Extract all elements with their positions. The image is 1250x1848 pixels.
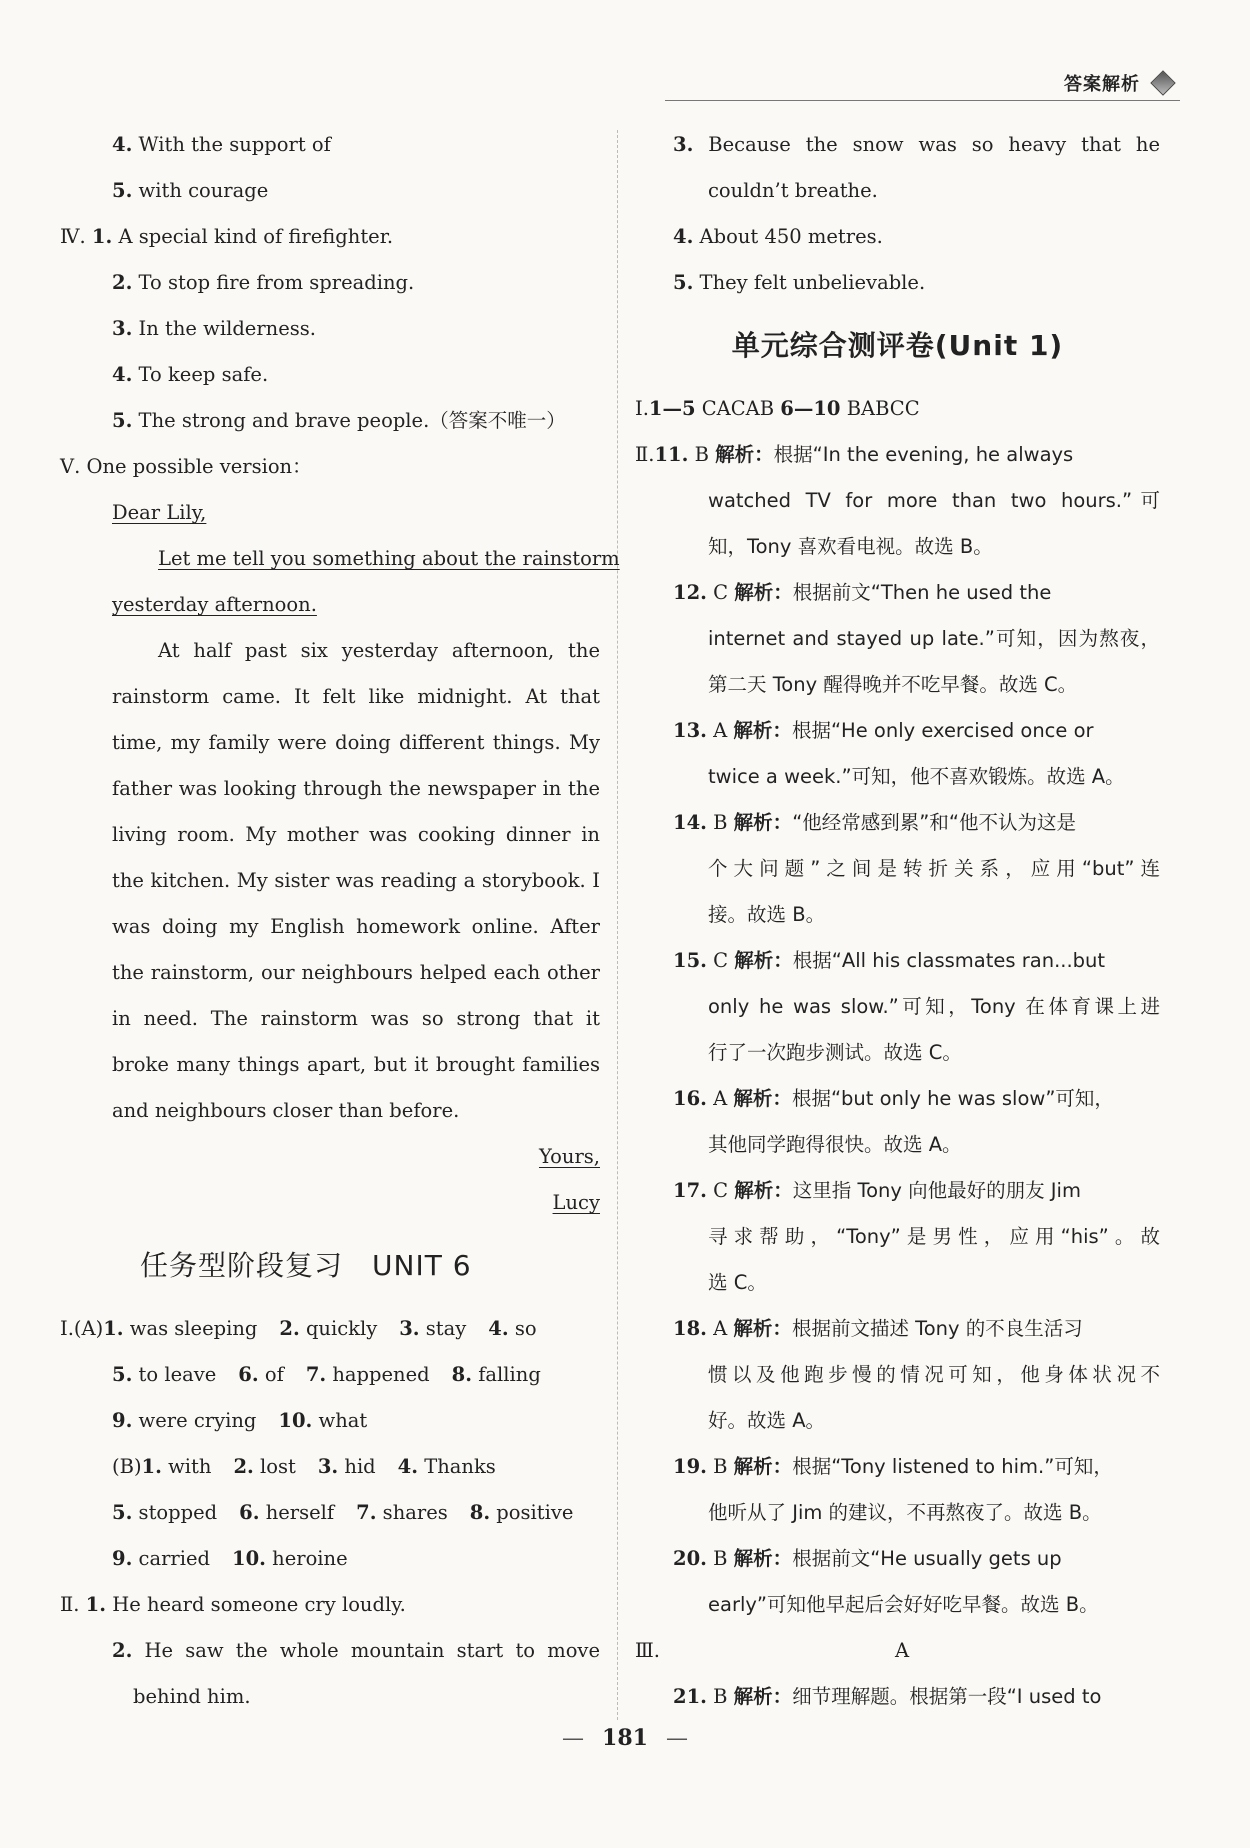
analysis-label: 解析：	[733, 1455, 793, 1478]
answer-text: with	[161, 1455, 212, 1478]
analysis-text: 这里指 Tony 向他最好的朋友 Jim	[792, 1179, 1081, 1202]
analysis-continuation: 其他同学跑得很快。故选 A。	[708, 1133, 962, 1156]
answer-choice: C	[706, 581, 735, 604]
item-number: 4.	[488, 1317, 509, 1340]
answer-line	[635, 1674, 1160, 1720]
item-number: 2.	[279, 1317, 300, 1340]
answer-text: yesterday afternoon.	[112, 593, 317, 616]
answer-text: In the wilderness.	[132, 317, 316, 340]
answer-line	[635, 1076, 1160, 1122]
answer-choice: B	[688, 443, 716, 466]
answer-line	[635, 1306, 1160, 1352]
roman-numeral: Ⅳ.	[60, 225, 86, 248]
answer-text: He saw the whole mountain start to move	[132, 1639, 600, 1662]
answer-text: and neighbours closer than before.	[112, 1099, 460, 1122]
item-number: 16.	[673, 1087, 707, 1110]
answer-line	[60, 1444, 600, 1490]
analysis-continuation: 惯以及他跑步慢的情况可知，他身体状况不	[708, 1363, 1160, 1386]
left-column	[60, 122, 620, 1720]
answer-line	[60, 536, 620, 582]
item-number: 9.	[112, 1547, 133, 1570]
analysis-continuation: 知，Tony 喜欢看电视。故选 B。	[708, 535, 993, 558]
item-number: 11.	[654, 443, 689, 466]
roman-numeral: Ⅴ.	[60, 455, 81, 478]
answer-text: hid	[338, 1455, 376, 1478]
answer-text: couldn’t breathe.	[708, 179, 878, 202]
item-number: 9.	[112, 1409, 133, 1432]
item-number: 8.	[469, 1501, 491, 1524]
item-number: 6.	[238, 1363, 259, 1386]
answer-line	[635, 122, 1160, 168]
answer-choice: B	[706, 1685, 734, 1708]
answer-line	[60, 306, 600, 352]
analysis-text: 根据“In the evening, he always	[773, 443, 1074, 466]
analysis-continuation: 接。故选 B。	[708, 903, 826, 926]
item-number: 5.	[112, 1363, 133, 1386]
answer-choice: A	[706, 1087, 734, 1110]
item-number: 10.	[278, 1409, 313, 1432]
answer-line	[60, 352, 600, 398]
analysis-continuation: only he was slow.”可知，Tony 在体育课上进	[708, 995, 1160, 1018]
answer-text: stay	[419, 1317, 467, 1340]
item-number: 14.	[673, 811, 707, 834]
item-number: 17.	[673, 1179, 707, 1202]
answer-choice: B	[706, 1547, 734, 1570]
item-number: 15.	[673, 949, 707, 972]
answer-text: About 450 metres.	[693, 225, 883, 248]
roman-numeral: Ⅰ.	[60, 1317, 74, 1340]
item-number: 19.	[673, 1455, 707, 1478]
answer-line	[635, 432, 1160, 478]
answer-text: carried	[132, 1547, 211, 1570]
answer-text: the kitchen. My sister was reading a storybook. I	[112, 869, 600, 892]
answer-line	[60, 122, 600, 168]
analysis-text: 根据“but only he was slow”可知，	[791, 1087, 1114, 1110]
item-number: 12.	[673, 581, 707, 604]
answer-choice: B	[706, 811, 734, 834]
answer-text: behind him.	[133, 1685, 251, 1708]
item-number: 8.	[451, 1363, 473, 1386]
item-number: 1.	[103, 1317, 124, 1340]
item-number: 7.	[356, 1501, 377, 1524]
analysis-label: 解析：	[734, 1179, 793, 1202]
analysis-continuation: 好。故选 A。	[708, 1409, 826, 1432]
item-number: 3.	[673, 133, 694, 156]
analysis-continuation: 行了一次跑步测试。故选 C。	[708, 1041, 962, 1064]
analysis-label: 解析：	[733, 811, 793, 834]
item-number: 21.	[673, 1685, 707, 1708]
diamond-icon	[1150, 70, 1175, 95]
answer-text: Dear Lily,	[112, 501, 207, 524]
item-number: 4.	[673, 225, 694, 248]
analysis-text: 根据前文“Then he used the	[792, 581, 1052, 604]
analysis-label: 解析：	[734, 581, 793, 604]
page-number-value: 181	[602, 1725, 648, 1751]
answer-text: what	[312, 1409, 368, 1432]
item-number: 4.	[397, 1455, 419, 1478]
answer-text: time, my family were doing different things. My	[112, 731, 600, 754]
answer-line	[60, 628, 600, 674]
answer-text: positive	[490, 1501, 574, 1524]
answer-line	[60, 766, 600, 812]
answer-line	[60, 1042, 600, 1088]
answer-line	[60, 674, 600, 720]
answer-line	[635, 570, 1160, 616]
answer-choice: A	[706, 719, 734, 742]
analysis-label: 解析：	[733, 1087, 792, 1110]
analysis-label: 解析：	[733, 1685, 793, 1708]
page-number: — 181 —	[562, 1725, 688, 1751]
analysis-label: 解析：	[733, 1317, 792, 1340]
item-number: 20.	[673, 1547, 707, 1570]
answer-line	[60, 214, 600, 260]
analysis-continuation: 他听从了 Jim 的建议，不再熬夜了。故选 B。	[708, 1501, 1102, 1524]
passage-label: A	[895, 1639, 910, 1662]
answer-line	[635, 214, 1160, 260]
analysis-text: 根据前文“He usually gets up	[792, 1547, 1062, 1570]
analysis-label: 解析：	[715, 443, 774, 466]
answer-line	[635, 1536, 1160, 1582]
answer-text: One possible version：	[86, 455, 312, 478]
item-number: 2.	[233, 1455, 254, 1478]
analysis-continuation: twice a week.”可知，他不喜欢锻炼。故选 A。	[708, 765, 1125, 788]
answer-text: Lucy	[552, 1191, 600, 1214]
roman-numeral: Ⅱ.	[635, 443, 655, 466]
item-number: 1.	[85, 1593, 107, 1616]
answer-line	[60, 1582, 600, 1628]
item-number: 3.	[399, 1317, 420, 1340]
analysis-text: 根据前文描述 Tony 的不良生活习	[791, 1317, 1083, 1340]
item-number: 1.	[141, 1455, 162, 1478]
answer-text: They felt unbelievable.	[693, 271, 926, 294]
analysis-text: 根据“All his classmates ran...but	[792, 949, 1106, 972]
answer-text: shares	[376, 1501, 448, 1524]
answer-text: (B)	[112, 1455, 142, 1478]
item-number: 4.	[112, 133, 133, 156]
answer-choice: A	[706, 1317, 734, 1340]
item-number: 5.	[112, 179, 133, 202]
analysis-text: 根据“Tony listened to him.”可知，	[792, 1455, 1113, 1478]
item-number: 7.	[305, 1363, 327, 1386]
answer-choice: B	[706, 1455, 734, 1478]
answer-text: were crying	[132, 1409, 257, 1432]
answer-text: To keep safe.	[132, 363, 269, 386]
roman-numeral: Ⅰ.	[635, 397, 649, 420]
answer-text: heroine	[265, 1547, 348, 1570]
answer-line	[60, 490, 600, 536]
answer-line	[60, 398, 600, 444]
answer-line	[60, 950, 600, 996]
answer-line	[635, 1444, 1160, 1490]
answer-text: With the support of	[132, 133, 331, 156]
answer-text: quickly	[299, 1317, 378, 1340]
answer-text: rainstorm came. It felt like midnight. At that	[112, 685, 600, 708]
answer-text: He heard someone cry loudly.	[106, 1593, 406, 1616]
answer-choice: C	[706, 1179, 735, 1202]
item-number: 5.	[112, 1501, 133, 1524]
item-number: 5.	[112, 409, 133, 432]
analysis-label: 解析：	[733, 1547, 793, 1570]
analysis-continuation: 第二天 Tony 醒得晚并不吃早餐。故选 C。	[708, 673, 1078, 696]
analysis-text: 根据“He only exercised once or	[791, 719, 1094, 742]
answer-line	[635, 800, 1160, 846]
analysis-continuation: watched TV for more than two hours.”可	[708, 489, 1160, 512]
answer-line	[60, 1306, 600, 1352]
item-number: 10.	[232, 1547, 266, 1570]
analysis-label: 解析：	[734, 949, 793, 972]
item-number: 13.	[673, 719, 707, 742]
item-number: 3.	[317, 1455, 339, 1478]
roman-numeral: Ⅲ.	[635, 1639, 661, 1662]
answer-line	[60, 1352, 600, 1398]
analysis-label: 解析：	[733, 719, 792, 742]
section-heading	[635, 1628, 1160, 1674]
item-number: 5.	[673, 271, 694, 294]
answer-choice: C	[706, 949, 735, 972]
answer-text: with courage	[132, 179, 269, 202]
answer-line	[635, 260, 1160, 306]
answer-line	[60, 1180, 600, 1226]
item-number: 3.	[112, 317, 133, 340]
analysis-continuation: internet and stayed up late.”可知，因为熬夜，	[708, 627, 1160, 650]
analysis-text: “他经常感到累”和“他不认为这是	[792, 811, 1076, 834]
answer-text: living room. My mother was cooking dinner in	[112, 823, 600, 846]
answer-line	[60, 1628, 600, 1674]
answer-text: At half past six yesterday afternoon, the	[158, 639, 600, 662]
answer-text: stopped	[132, 1501, 218, 1524]
answer-line	[60, 582, 600, 628]
answer-line	[635, 386, 1160, 432]
item-number: 2.	[112, 1639, 133, 1662]
column-divider	[617, 130, 618, 1720]
answer-text: falling	[472, 1363, 541, 1386]
answer-line	[635, 938, 1160, 984]
answer-line	[60, 1490, 600, 1536]
answer-line	[635, 168, 1160, 214]
item-range: 6—10	[780, 397, 841, 420]
answer-text: A special kind of firefighter.	[112, 225, 394, 248]
answer-line	[60, 812, 600, 858]
answer-text: The strong and brave people.（答案不唯一）	[132, 409, 566, 432]
answer-text: was doing my English homework online. After	[112, 915, 600, 938]
item-number: 2.	[112, 271, 133, 294]
right-column	[635, 122, 1160, 1720]
answer-text: Let me tell you something about the rainstorm	[158, 547, 620, 570]
item-number: 1.	[91, 225, 113, 248]
answer-line	[60, 444, 600, 490]
answer-line	[60, 1536, 600, 1582]
answer-text: broke many things apart, but it brought families	[112, 1053, 600, 1076]
header-title: 答案解析	[1064, 74, 1140, 95]
answer-line	[60, 1674, 600, 1720]
analysis-continuation: early”可知他早起后会好好吃早餐。故选 B。	[708, 1593, 1099, 1616]
section-title: 单元综合测评卷(Unit 1)	[731, 329, 1064, 362]
answer-text: lost	[253, 1455, 296, 1478]
answer-text: of	[258, 1363, 284, 1386]
answer-text: father was looking through the newspaper in the	[112, 777, 600, 800]
answer-line	[60, 260, 600, 306]
page-header	[1064, 70, 1172, 96]
answer-text: Thanks	[418, 1455, 496, 1478]
item-number: 18.	[673, 1317, 707, 1340]
answer-text: CACAB	[695, 397, 781, 420]
answer-line	[635, 1168, 1160, 1214]
answer-text: (A)	[73, 1317, 104, 1340]
answer-line	[60, 1088, 600, 1134]
answer-text: happened	[326, 1363, 430, 1386]
section-title: 任务型阶段复习 UNIT 6	[140, 1249, 472, 1282]
analysis-continuation: 个大问题”之间是转折关系，应用“but”连	[708, 857, 1160, 880]
answer-line	[60, 720, 600, 766]
answer-text: the rainstorm, our neighbours helped each other	[112, 961, 600, 984]
answer-text: herself	[259, 1501, 335, 1524]
answer-text: To stop fire from spreading.	[132, 271, 415, 294]
answer-text: to leave	[132, 1363, 217, 1386]
answer-text: Yours,	[538, 1145, 600, 1168]
answer-text: Because the snow was so heavy that he	[693, 133, 1160, 156]
header-rule	[665, 100, 1180, 101]
item-range: 1—5	[648, 397, 696, 420]
answer-line	[60, 1134, 600, 1180]
answer-text: in need. The rainstorm was so strong that it	[112, 1007, 600, 1030]
item-number: 6.	[239, 1501, 260, 1524]
answer-text: was sleeping	[123, 1317, 258, 1340]
answer-text: BABCC	[840, 397, 920, 420]
answer-line	[60, 996, 600, 1042]
answer-line	[60, 168, 600, 214]
roman-numeral: Ⅱ.	[60, 1593, 80, 1616]
item-number: 4.	[112, 363, 133, 386]
analysis-continuation: 寻求帮助，“Tony”是男性，应用“his”。故	[708, 1225, 1160, 1248]
analysis-continuation: 选 C。	[708, 1271, 767, 1294]
analysis-text: 细节理解题。根据第一段“I used to	[792, 1685, 1102, 1708]
answer-text: so	[508, 1317, 537, 1340]
answer-line	[635, 708, 1160, 754]
answer-line	[60, 1398, 600, 1444]
answer-line	[60, 858, 600, 904]
answer-line	[60, 904, 600, 950]
